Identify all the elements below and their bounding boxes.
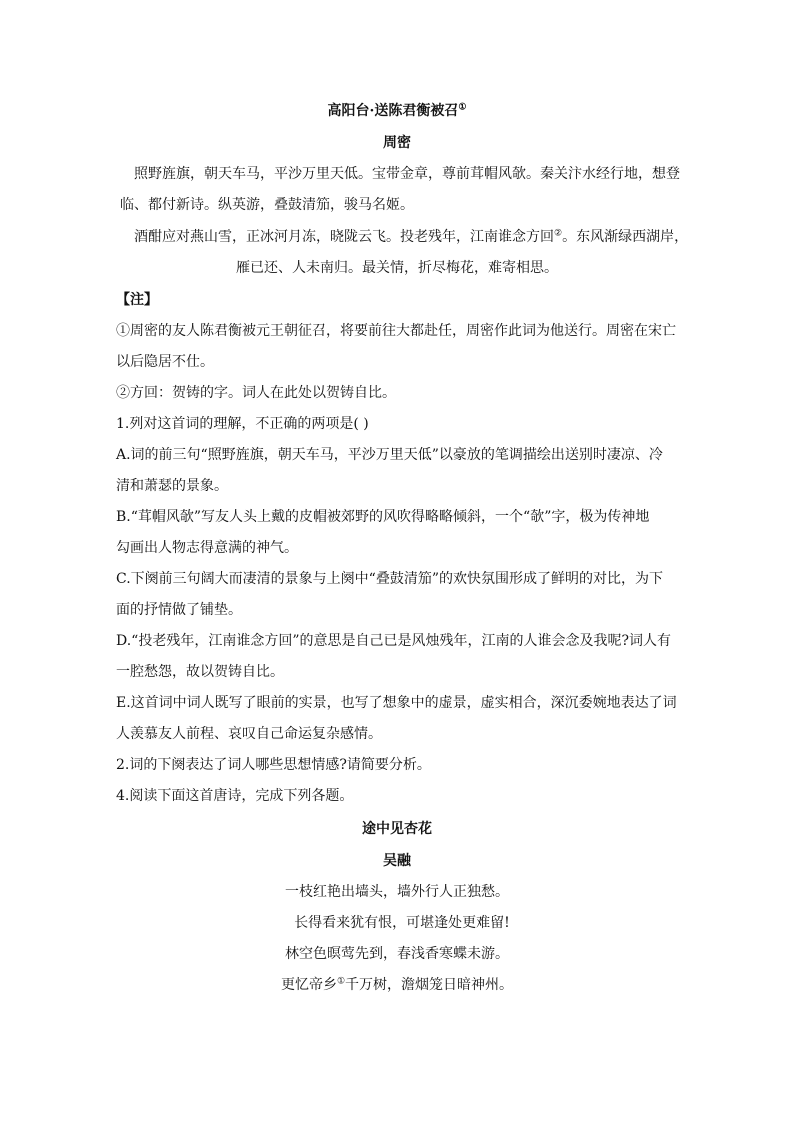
question4-stem: 4.阅读下面这首唐诗，完成下列各题。 bbox=[116, 788, 354, 804]
notes-header: 【注】 bbox=[116, 292, 158, 308]
poem1-line-1: 照野旌旗，朝天车马，平沙万里天低。宝带金章，尊前茸帽风欹。秦关汴水经行地，想登 bbox=[134, 166, 680, 182]
question1-option-d: D.“投老残年，江南谁念方回”的意思是自己已是风烛残年，江南的人谁会念及我呢?词人有 bbox=[116, 633, 671, 649]
poem2-line-2: 长得看来犹有恨，可堪逢处更难留! bbox=[294, 915, 510, 931]
note-item-1: ①周密的友人陈君衡被元王朝征召，将要前往大都赴任，周密作此词为他送行。周密在宋亡 bbox=[116, 323, 676, 339]
poem1-line-3-note-mark: ② bbox=[554, 228, 563, 239]
poem1-line-5: 雁已还、人未南归。最关情，折尽梅花，难寄相思。 bbox=[236, 260, 558, 276]
poem1-title bbox=[0, 101, 794, 121]
poem2-line-3: 林空色暝莺先到，春浅香寒蝶未游。 bbox=[285, 946, 509, 962]
note-item-1-cont: 以后隐居不仕。 bbox=[116, 354, 214, 370]
poem2-line-4-text: 更忆帝乡 bbox=[280, 977, 337, 993]
poem1-line-3-text: 酒酣应对燕山雪，正冰河月冻，晓陇云飞。投老残年，江南谁念方回 bbox=[134, 229, 554, 245]
poem2-line-4 bbox=[0, 975, 794, 995]
question1-option-b-cont: 勾画出人物志得意满的神气。 bbox=[116, 540, 298, 556]
poem2-line-4-note-mark: ① bbox=[336, 976, 346, 987]
question1-option-b: B.“茸帽风欹”写友人头上戴的皮帽被郊野的风吹得略略倾斜，一个“欹”字，极为传神地 bbox=[116, 509, 650, 525]
poem1-author: 周密 bbox=[383, 135, 411, 151]
poem2-author: 吴融 bbox=[383, 853, 411, 869]
poem1-line-3 bbox=[134, 227, 688, 247]
note-item-2: ②方回：贺铸的字。词人在此处以贺铸自比。 bbox=[116, 385, 396, 401]
question1-option-d-cont: 一腔愁怨，故以贺铸自比。 bbox=[116, 664, 284, 680]
question1-stem: 1.列对这首词的理解，不正确的两项是( ) bbox=[116, 416, 369, 432]
question1-option-a: A.词的前三句“照野旌旗，朝天车马，平沙万里天低”以豪放的笔调描绘出送别时凄凉、冷 bbox=[116, 447, 663, 463]
poem1-line-2: 临、都付新诗。纵英游，叠鼓清笳，骏马名姬。 bbox=[120, 197, 414, 213]
poem1-line-3-tail: 。东风渐绿西湖岸， bbox=[562, 229, 689, 245]
poem1-title-note-mark: ① bbox=[458, 102, 467, 113]
poem1-title-text: 高阳台·送陈君衡被召 bbox=[327, 103, 459, 119]
question1-option-e: E.这首词中词人既写了眼前的实景，也写了想象中的虚景，虚实相合，深沉委婉地表达了词 bbox=[116, 695, 677, 711]
question1-option-c-cont: 面的抒情做了铺垫。 bbox=[116, 602, 242, 618]
poem2-title: 途中见杏花 bbox=[362, 821, 432, 837]
question1-option-e-cont: 人羡慕友人前程、哀叹自己命运复杂感情。 bbox=[116, 726, 382, 742]
poem2-line-4-tail: 千万树，澹烟笼日暗神州。 bbox=[345, 977, 514, 993]
question1-option-a-cont: 清和萧瑟的景象。 bbox=[116, 478, 228, 494]
question1-option-c: C.下阕前三句阔大而凄清的景象与上阕中“叠鼓清笳”的欢快氛围形成了鲜明的对比，为下 bbox=[116, 571, 663, 587]
question2-stem: 2.词的下阕表达了词人哪些思想情感?请简要分析。 bbox=[116, 757, 431, 773]
poem2-line-1: 一枝红艳出墙头，墙外行人正独愁。 bbox=[285, 884, 509, 900]
